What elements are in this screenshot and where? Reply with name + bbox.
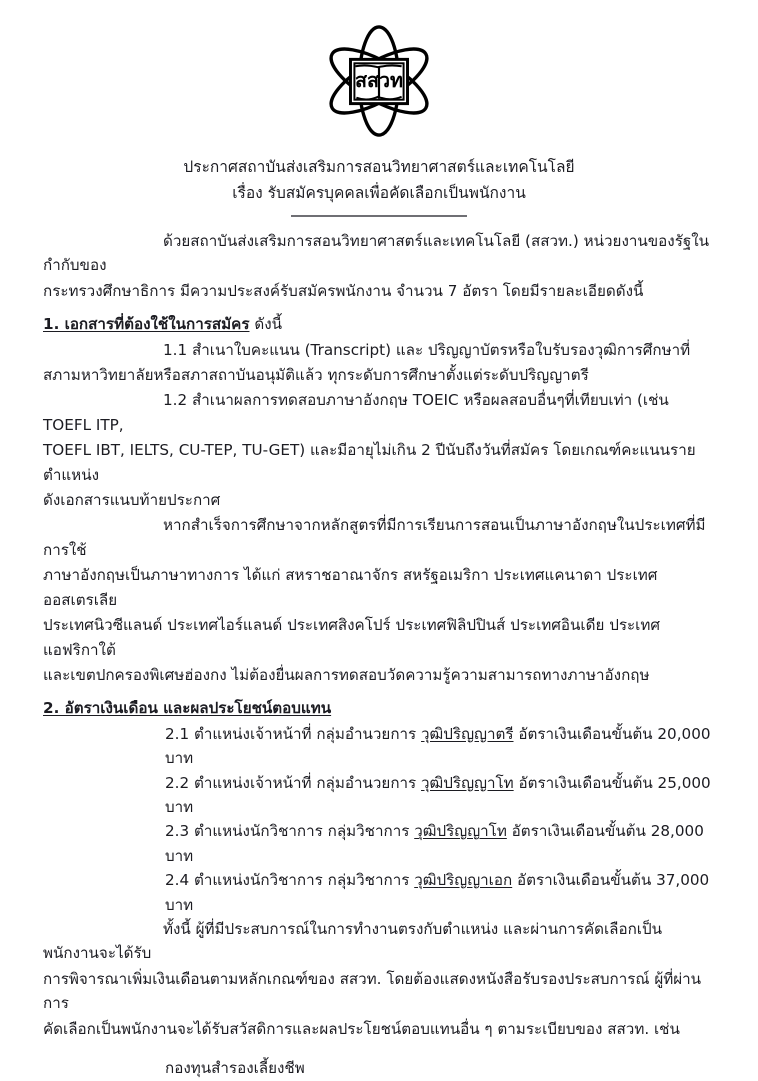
salary-item-2-2-degree: วุฒิปริญญาโท xyxy=(421,773,514,792)
salary-item-2-2-prefix: 2.2 ตำแหน่งเจ้าหน้าที่ กลุ่มอำนวยการ xyxy=(165,773,422,792)
salary-item-2-1 xyxy=(43,722,712,771)
salary-item-2-1-prefix: 2.1 ตำแหน่งเจ้าหน้าที่ กลุ่มอำนวยการ xyxy=(165,724,422,743)
salary-item-2-3-prefix: 2.3 ตำแหน่งนักวิชาการ กลุ่มวิชาการ xyxy=(165,822,415,841)
intro-line-2: กระทรวงศึกษาธิการ มีความประสงค์รับสมัครพนักงาน จำนวน 7 อัตรา โดยมีรายละเอียดดังนี้ xyxy=(43,281,644,300)
salary-item-2-3-degree: วุฒิปริญญาโท xyxy=(414,822,507,841)
salary-item-2-4 xyxy=(43,868,712,917)
salary-item-2-1-suffix: อัตราเงินเดือนขั้นต้น 20,000 บาท xyxy=(165,724,711,768)
salary-item-2-4-prefix: 2.4 ตำแหน่งนักวิชาการ กลุ่มวิชาการ xyxy=(165,871,415,890)
salary-item-2-4-suffix: อัตราเงินเดือนขั้นต้น 37,000 บาท xyxy=(165,871,710,914)
item-1-2-line-2: TOEFL IBT, IELTS, CU-TEP, TU-GET) และมีอายุไม่เกิน 2 ปีนับถึงวันที่สมัคร โดยเกณฑ์คะแนนรายตำแหน่ง xyxy=(43,441,696,484)
section-2-heading xyxy=(43,696,712,720)
section-1-note-line-2: ภาษาอังกฤษเป็นภาษาทางการ ได้แก่ สหราชอาณาจักร สหรัฐอเมริกา ประเทศแคนาดา ประเทศออสเตรเลีย xyxy=(43,566,658,609)
section-1-note-line-3: ประเทศนิวซีแลนด์ ประเทศไอร์แลนด์ ประเทศสิงคโปร์ ประเทศฟิลิปปินส์ ประเทศอินเดีย ประเทศแอฟริกาใต้ xyxy=(43,616,660,659)
salary-item-2-4-degree: วุฒิปริญญาเอก xyxy=(414,871,513,890)
title-divider xyxy=(291,215,467,217)
item-1-1-line-1 xyxy=(43,338,712,362)
section-1-note-line-1 xyxy=(43,513,712,562)
section-2-closing-line-3: คัดเลือกเป็นพนักงานจะได้รับสวัสดิการและผลประโยชน์ตอบแทนอื่น ๆ ตามระเบียบของ สสวท. เช่น xyxy=(43,1019,680,1038)
section-2-closing-line-4-partial: กองทุนสำรองเลี้ยงชีพ xyxy=(165,1059,305,1078)
document-body xyxy=(0,229,758,1078)
section-1-note-line-4: และเขตปกครองพิเศษฮ่องกง ไม่ต้องยื่นผลการทดสอบวัดความรู้ความสามารถทางภาษาอังกฤษ xyxy=(43,665,650,684)
section-1-note-line-1-text: หากสำเร็จการศึกษาจากหลักสูตรที่มีการเรียนการสอนเป็นภาษาอังกฤษในประเทศที่มีการใช้ xyxy=(43,516,706,559)
logo-book-text: สสวท xyxy=(355,68,403,92)
document-title-block xyxy=(0,154,758,206)
salary-item-2-3 xyxy=(43,819,712,868)
salary-item-2-2 xyxy=(43,771,712,820)
section-1-heading xyxy=(43,312,712,336)
document-title-line-2: เรื่อง รับสมัครบุคคลเพื่อคัดเลือกเป็นพนักงาน xyxy=(232,184,526,202)
item-1-1-line-2: สภามหาวิทยาลัยหรือสภาสถาบันอนุมัติแล้ว ทุกระดับการศึกษาตั้งแต่ระดับปริญญาตรี xyxy=(43,366,589,385)
sipmt-atom-book-icon xyxy=(320,22,438,140)
logo-container xyxy=(0,0,758,140)
section-2-heading-strong: 2. อัตราเงินเดือน และผลประโยชน์ตอบแทน xyxy=(43,699,332,718)
section-2-closing-line-2: การพิจารณาเพิ่มเงินเดือนตามหลักเกณฑ์ของ สสวท. โดยต้องแสดงหนังสือรับรองประสบการณ์ ผู้ที่ผ่านการ xyxy=(43,969,702,1013)
document-title-line-1: ประกาศสถาบันส่งเสริมการสอนวิทยาศาสตร์และเทคโนโลยี xyxy=(183,158,575,176)
intro-line-1-text: ด้วยสถาบันส่งเสริมการสอนวิทยาศาสตร์และเทคโนโลยี (สสวท.) หน่วยงานของรัฐในกำกับของ xyxy=(43,232,710,275)
item-1-1-line-1-text: 1.1 สำเนาใบคะแนน (Transcript) และ ปริญญาบัตรหรือใบรับรองวุฒิการศึกษาที่ xyxy=(163,340,691,359)
section-1-heading-tail: ดังนี้ xyxy=(249,315,282,334)
title-divider-wrap xyxy=(0,215,758,217)
intro-line-1 xyxy=(43,229,712,278)
item-1-2-line-1 xyxy=(43,388,712,437)
salary-item-2-1-degree: วุฒิปริญญาตรี xyxy=(421,724,514,743)
salary-item-2-2-suffix: อัตราเงินเดือนขั้นต้น 25,000 บาท xyxy=(165,773,711,816)
section-1-heading-strong: 1. เอกสารที่ต้องใช้ในการสมัคร xyxy=(43,315,250,334)
item-1-2-line-1-text: 1.2 สำเนาผลการทดสอบภาษาอังกฤษ TOEIC หรือผลสอบอื่นๆที่เทียบเท่า (เช่น TOEFL ITP, xyxy=(43,391,669,434)
item-1-2-line-3: ดังเอกสารแนบท้ายประกาศ xyxy=(43,491,221,510)
section-2-closing-line-1 xyxy=(43,917,712,966)
salary-item-2-3-suffix: อัตราเงินเดือนขั้นต้น 28,000 บาท xyxy=(165,822,704,865)
section-2-closing-line-1-text: ทั้งนี้ ผู้ที่มีประสบการณ์ในการทำงานตรงกับตำแหน่ง และผ่านการคัดเลือกเป็นพนักงานจะได้รับ xyxy=(43,919,663,963)
